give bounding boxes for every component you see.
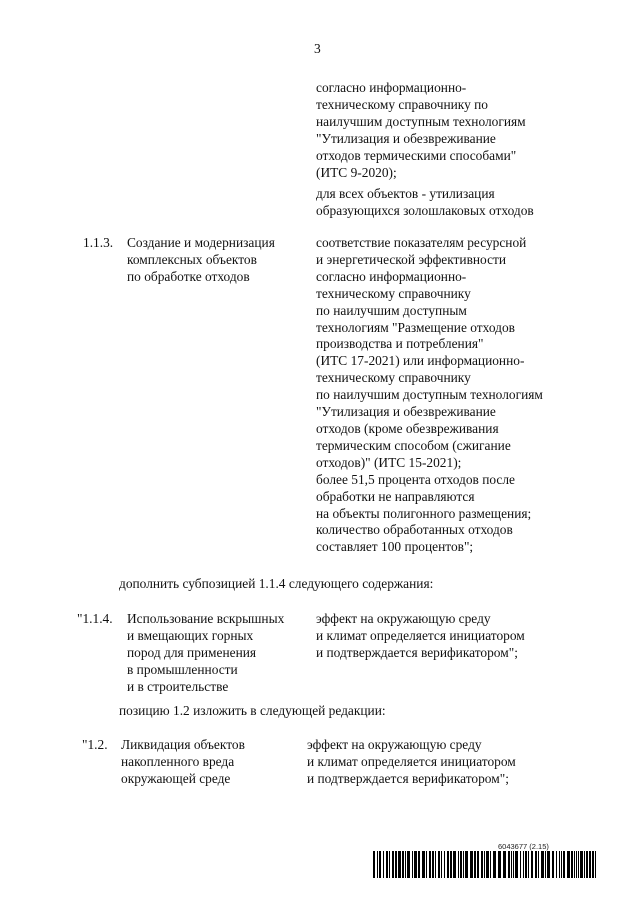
text-line: эффект на окружающую среду [307,737,482,752]
text-line: техническому справочнику по [316,96,488,112]
text-line: и энергетической эффективности [316,251,507,267]
text-line: наилучшим доступным технологиям [316,113,526,129]
item-number-1-1-3: 1.1.3. [83,235,114,250]
text-line: согласно информационно- [316,80,467,95]
text-line: отходов)" (ИТС 15-2021); [316,454,462,470]
item-1-2-title [121,737,245,788]
barcode-number: 6043677 (2.15) [498,842,549,851]
item-1-2-description [307,737,516,788]
text-line: и подтверждается верификатором"; [307,770,509,786]
text-line: и вмещающих горных [127,627,254,643]
text-line: техническому справочнику [316,370,471,386]
text-line: эффект на окружающую среду [316,611,491,626]
text-line: Ликвидация объектов [121,737,245,752]
text-line: количество обработанных отходов [316,522,513,538]
text-line: более 51,5 процента отходов после [316,471,515,487]
text-line: и в строительстве [127,678,229,694]
text-line: окружающей среде [121,770,231,786]
text-line: (ИТС 17-2021) или информационно- [316,353,525,369]
text-line: по обработке отходов [127,268,250,284]
text-line: Использование вскрышных [127,611,285,626]
barcode-icon [373,851,597,878]
text-line: накопленного вреда [121,753,235,769]
top-continuation-text [316,80,526,181]
text-line: техническому справочнику [316,285,471,301]
text-line: по наилучшим доступным [316,302,467,318]
text-line: комплексных объектов [127,251,257,267]
text-line: "Утилизация и обезвреживание [316,130,496,146]
top-continuation-text-2 [316,186,534,220]
text-line: по наилучшим доступным технологиям [316,387,543,403]
page-number: 3 [314,41,321,56]
text-line: Создание и модернизация [127,235,275,250]
text-line: технологиям "Размещение отходов [316,319,515,335]
item-number-1-1-4: "1.1.4. [77,611,113,626]
text-line: и подтверждается верификатором"; [316,644,518,660]
text-line: составляет 100 процентов"; [316,539,474,555]
text-line: пород для применения [127,644,257,660]
text-line: на объекты полигонного размещения; [316,505,532,521]
item-1-1-3-description [316,235,543,556]
text-line: в промышленности [127,661,238,677]
text-line: обработки не направляются [316,488,475,504]
instruction-replace-1-2: позицию 1.2 изложить в следующей редакции: [119,703,386,718]
text-line: производства и потребления" [316,336,484,352]
instruction-add-1-1-4: дополнить субпозицией 1.1.4 следующего содержания: [119,576,434,591]
text-line: (ИТС 9-2020); [316,164,397,180]
item-1-1-4-description [316,611,525,662]
text-line: термическим способом (сжигание [316,437,511,453]
text-line: согласно информационно- [316,268,467,284]
text-line: образующихся золошлаковых отходов [316,202,534,218]
item-number-1-2: "1.2. [82,737,108,752]
text-line: и климат определяется инициатором [307,753,516,769]
text-line: для всех объектов - утилизация [316,186,495,201]
text-line: соответствие показателям ресурсной [316,235,527,250]
item-1-1-3-title [127,235,275,286]
text-line: и климат определяется инициатором [316,627,525,643]
item-1-1-4-title [127,611,284,696]
text-line: отходов (кроме обезвреживания [316,420,499,436]
text-line: "Утилизация и обезвреживание [316,404,496,420]
text-line: отходов термическими способами" [316,147,517,163]
